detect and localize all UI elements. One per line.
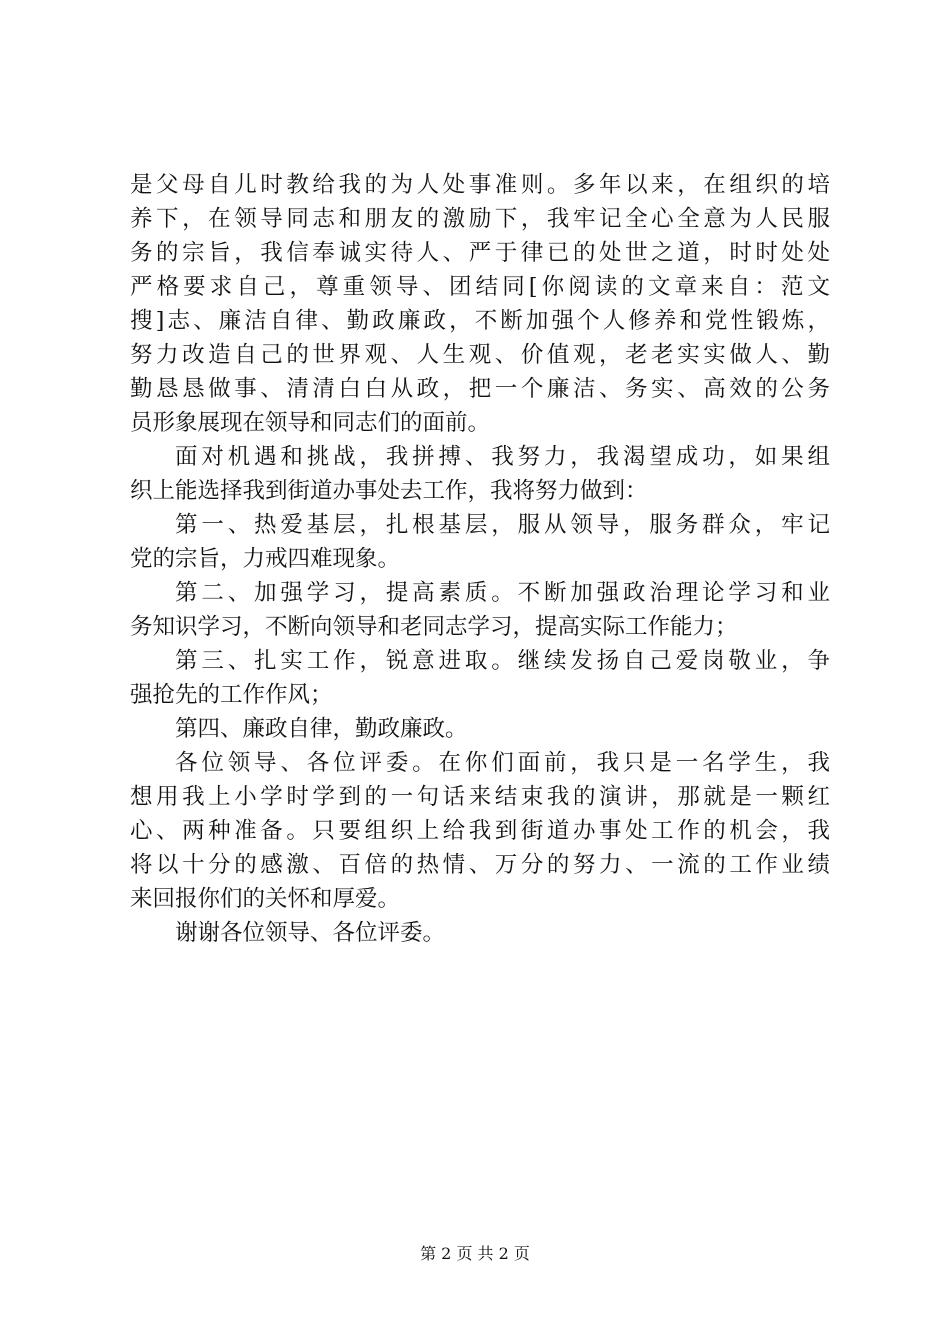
text-line: 强抢先的工作作风；: [130, 682, 333, 708]
text-line: 搜]志、廉洁自律、勤政廉政，不断加强个人修养和党性锻炼，: [130, 308, 830, 334]
text-line: 将以十分的感激、百倍的热情、万分的努力、一流的工作业绩: [130, 852, 830, 878]
text-line: 是父母自儿时教给我的为人处事准则。多年以来，在组织的培: [130, 172, 830, 198]
speech-body: [130, 168, 830, 950]
paragraph-first-line: 面对机遇和挑战，我拼搏、我努力，我渴望成功，如果组: [175, 444, 830, 470]
text-line: 务的宗旨，我信奉诚实待人、严于律已的处世之道，时时处处: [130, 240, 830, 266]
text-line: 严格要求自己，尊重领导、团结同[你阅读的文章来自：范文: [130, 274, 830, 300]
text-line: 党的宗旨，力戒四难现象。: [130, 546, 401, 572]
text-line: 员形象展现在领导和同志们的面前。: [130, 410, 491, 436]
paragraph-first-line: 谢谢各位领导、各位评委。: [175, 920, 446, 946]
text-line: 来回报你们的关怀和厚爱。: [130, 886, 401, 912]
page-number-footer: 第 2 页 共 2 页: [420, 1244, 530, 1263]
paragraph-first-line: 第三、扎实工作，锐意进取。继续发扬自己爱岗敬业，争: [175, 648, 830, 674]
text-line: 想用我上小学时学到的一句话来结束我的演讲，那就是一颗红: [130, 784, 830, 810]
paragraph-first-line: 第二、加强学习，提高素质。不断加强政治理论学习和业: [175, 580, 830, 606]
paragraph-first-line: 第一、热爱基层，扎根基层，服从领导，服务群众，牢记: [175, 512, 830, 538]
paragraph-first-line: 第四、廉政自律，勤政廉政。: [175, 716, 468, 742]
text-line: 心、两种准备。只要组织上给我到街道办事处工作的机会，我: [130, 818, 830, 844]
text-line: 努力改造自己的世界观、人生观、价值观，老老实实做人、勤: [130, 342, 830, 368]
text-line: 养下，在领导同志和朋友的激励下，我牢记全心全意为人民服: [130, 206, 830, 232]
text-line: 织上能选择我到街道办事处去工作，我将努力做到：: [130, 478, 648, 504]
paragraph-first-line: 各位领导、各位评委。在你们面前，我只是一名学生，我: [175, 750, 830, 776]
text-line: 务知识学习，不断向领导和老同志学习，提高实际工作能力；: [130, 614, 738, 640]
text-line: 勤恳恳做事、清清白白从政，把一个廉洁、务实、高效的公务: [130, 376, 830, 402]
